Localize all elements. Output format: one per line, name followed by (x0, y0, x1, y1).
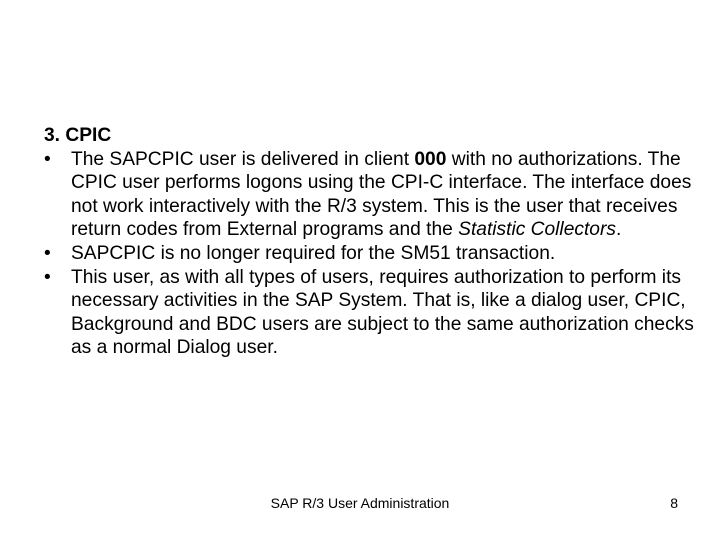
bullet-item-sm51 (44, 242, 694, 266)
bullet-italic-term: Statistic Collectors (458, 219, 616, 241)
bullet-text-part: The SAPCPIC user is delivered in client (71, 148, 415, 170)
page-number: 8 (670, 495, 678, 511)
section-heading: 3. CPIC (44, 125, 112, 146)
bullet-item-client-000 (44, 148, 694, 242)
bullet-text-part: with no authorizations. The CPIC user performs logons using the CPI-C interface. The interface does not work interactively with the R/3 system. This is the user that receives return codes from External programs and the (71, 148, 692, 241)
bullet-text: SAPCPIC is no longer required for the SM51 transaction. (71, 242, 556, 264)
bullet-text-part: . (615, 219, 622, 241)
bullet-list (44, 148, 694, 360)
slide-body (44, 124, 694, 360)
footer-title: SAP R/3 User Administration (270, 495, 450, 511)
bullet-bold-client: 000 (414, 148, 447, 170)
bullet-dot-icon: • (44, 242, 51, 264)
bullet-text: This user, as with all types of users, requires authorization to perform its necessary activities in the SAP System. That is, like a dialog user, CPIC, Background and BDC users are subject to the same authorization checks as a normal Dialog user. (71, 266, 694, 359)
bullet-dot-icon: • (44, 148, 51, 170)
bullet-dot-icon: • (44, 266, 51, 288)
bullet-item-authorization (44, 266, 694, 360)
